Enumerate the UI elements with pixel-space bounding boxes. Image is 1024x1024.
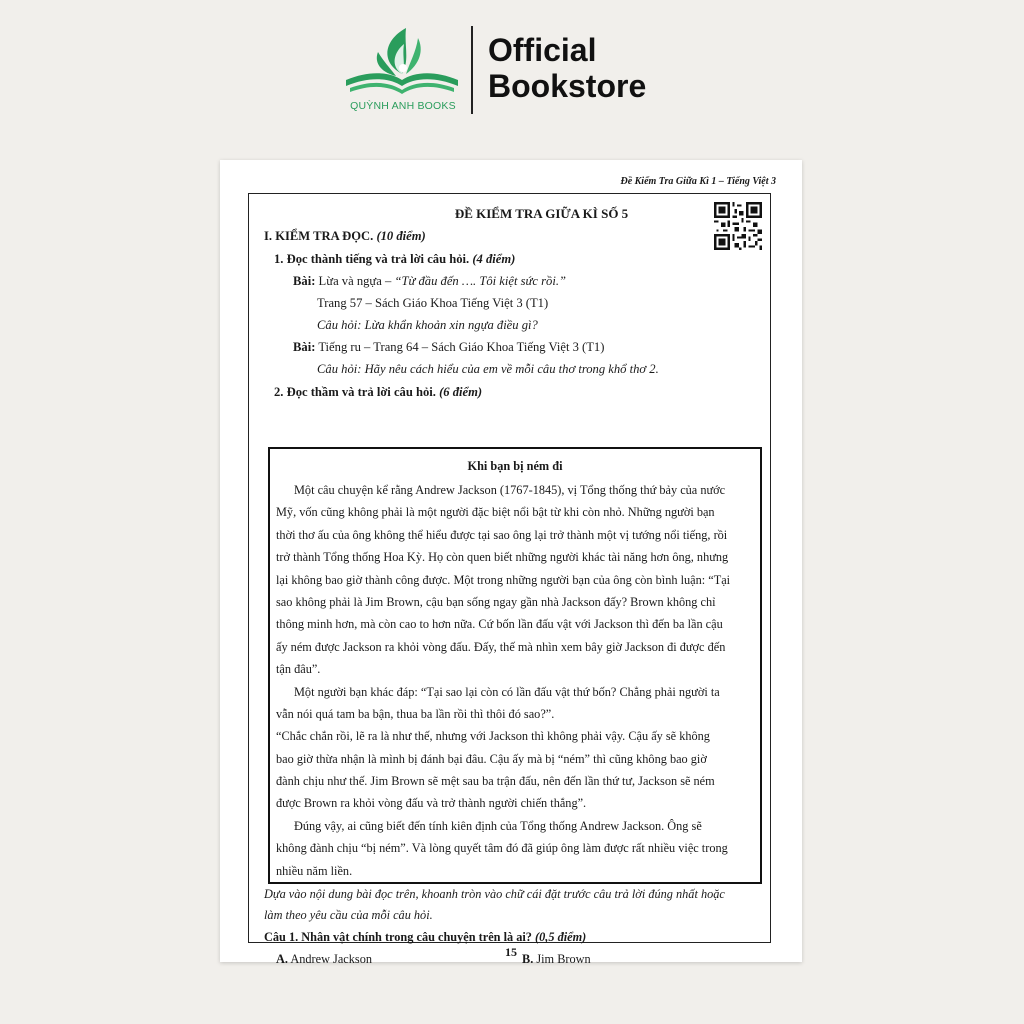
- passage-line: ấy ném được Jackson ra khỏi vòng đấu. Đấy, thế mà nhìn xem bây giờ Jackson đi được đến: [276, 639, 726, 654]
- passage-line: Mỹ, vốn cũng không phải là một người đặc biệt nổi bật từ khi còn nhỏ. Những người bạn: [276, 505, 715, 520]
- passage-line: thông minh hơn, mà còn cao to hơn nữa. Cứ bốn lần đấu vật với Jackson thì đến ba lần cậu: [276, 617, 723, 632]
- passage-line: “Chắc chắn rồi, lẽ ra là như thế, nhưng với Jackson thì không phải vậy. Cậu ấy sẽ không: [276, 729, 710, 744]
- passage-line: Đúng vậy, ai cũng biết đến tính kiên định của Tổng thống Andrew Jackson. Ông sẽ: [294, 818, 702, 833]
- passage-line: sao không phải là Jim Brown, cậu bạn sống ngay gần nhà Jackson đấy? Brown không chỉ: [276, 594, 716, 609]
- passage-line: bao giờ thừa nhận là mình bị đánh bại đâu. Cậu ấy mà bị “ném” thì cũng không bao giờ: [276, 751, 707, 766]
- bai-1-label: Bài:: [293, 274, 316, 288]
- option-letter: B.: [522, 952, 534, 966]
- question-2-heading: [264, 382, 759, 402]
- reading-title: Khi bạn bị ném đi: [467, 459, 563, 473]
- passage-line: tận đâu”.: [276, 662, 321, 677]
- cau-1-label: Câu 1. Nhân vật chính trong câu chuyện trên là ai?: [264, 930, 532, 944]
- passage-line: lại không bao giờ thành công được. Một trong những người bạn của ông còn bình luận: “Tại: [276, 572, 731, 587]
- cau-1-points: (0,5 điểm): [535, 930, 587, 944]
- passage-line: trở thành Tổng thống Hoa Kỳ. Họ còn quen biết những người khác tài năng hơn ông, nhưng: [276, 550, 729, 565]
- page-number: 15: [505, 945, 517, 959]
- bai-2-question: Câu hỏi: Hãy nêu cách hiểu của em về mỗi câu thơ trong khổ thơ 2.: [317, 362, 659, 376]
- passage-line: Một người bạn khác đáp: “Tại sao lại còn có lần đấu vật thứ bốn? Chẳng phải người ta: [294, 684, 720, 699]
- passage-line: thời thơ ấu của ông không thể hiểu được tại sao ông lại trở thành một vị tướng nổi tiếng, rồi: [276, 527, 728, 542]
- instruction-line: làm theo yêu cầu của mỗi câu hỏi.: [264, 908, 433, 922]
- bai-1-question: Câu hỏi: Lừa khẩn khoản xin ngựa điều gì?: [317, 318, 538, 332]
- bai-1-source: Trang 57 – Sách Giáo Khoa Tiếng Việt 3 (T1): [317, 296, 549, 310]
- brand-name: [488, 32, 646, 104]
- running-head: Đề Kiểm Tra Giữa Kì 1 – Tiếng Việt 3: [620, 176, 776, 187]
- question-1-heading: [264, 249, 759, 269]
- passage-line: vẫn nói quá tam ba bận, thua ba lần rồi thì thôi đó sao?”.: [276, 706, 555, 721]
- option-text: Jim Brown: [536, 952, 591, 966]
- question-1-points: (4 điểm): [472, 252, 516, 266]
- exam-content: [264, 204, 759, 402]
- section-points: (10 điểm): [376, 229, 426, 243]
- reading-passage: [276, 457, 754, 882]
- question-2-points: (6 điểm): [439, 385, 483, 399]
- bai-2-text: Tiếng ru – Trang 64 – Sách Giáo Khoa Tiếng Việt 3 (T1): [318, 340, 605, 354]
- reading-passage-box: [268, 447, 762, 884]
- bai-2-label: Bài:: [293, 340, 316, 354]
- option-letter: A.: [276, 952, 288, 966]
- passage-line: không đành chịu “bị ném”. Và lòng quyết tâm đó đã giúp ông làm được rất nhiều việc trong: [276, 841, 728, 856]
- instruction-line: Dựa vào nội dung bài đọc trên, khoanh tròn vào chữ cái đặt trước câu trả lời đúng nhất hoặc: [264, 887, 725, 901]
- option-text: Andrew Jackson: [290, 952, 372, 966]
- brand-divider: [471, 26, 473, 114]
- open-book-leaf-icon: [340, 22, 460, 102]
- bai-2: [264, 337, 759, 357]
- bai-1-quote: “Từ đầu đến …. Tôi kiệt sức rồi.”: [394, 274, 566, 288]
- brand-logo-text: QUỲNH ANH BOOKS: [350, 100, 456, 112]
- bai-1-text: Lừa và ngựa –: [318, 274, 395, 288]
- section-heading: [264, 226, 759, 246]
- passage-line: nhiều năm liền.: [276, 863, 353, 878]
- brand-name-line1: Official: [488, 32, 597, 68]
- section-label: I. KIỂM TRA ĐỌC.: [264, 229, 374, 243]
- brand-header: [336, 22, 656, 122]
- exam-page: [220, 160, 802, 966]
- passage-line: được Brown ra khỏi vòng đấu và trở thành người chiến thắng”.: [276, 796, 587, 811]
- brand-logo: [336, 22, 464, 118]
- bai-1: [264, 271, 759, 291]
- passage-line: Một câu chuyện kể rằng Andrew Jackson (1767-1845), vị Tổng thống thứ bảy của nước: [294, 483, 726, 497]
- question-2-label: 2. Đọc thầm và trả lời câu hỏi.: [274, 385, 436, 399]
- passage-line: đành chịu như thế. Jim Brown sẽ mệt sau ba trận đấu, nên đến lần thứ tư, Jackson sẽ ném: [276, 774, 715, 789]
- exam-title: ĐỀ KIỂM TRA GIỮA KÌ SỐ 5: [454, 206, 629, 221]
- question-1-label: 1. Đọc thành tiếng và trả lời câu hỏi.: [274, 252, 470, 266]
- brand-name-line2: Bookstore: [488, 68, 647, 104]
